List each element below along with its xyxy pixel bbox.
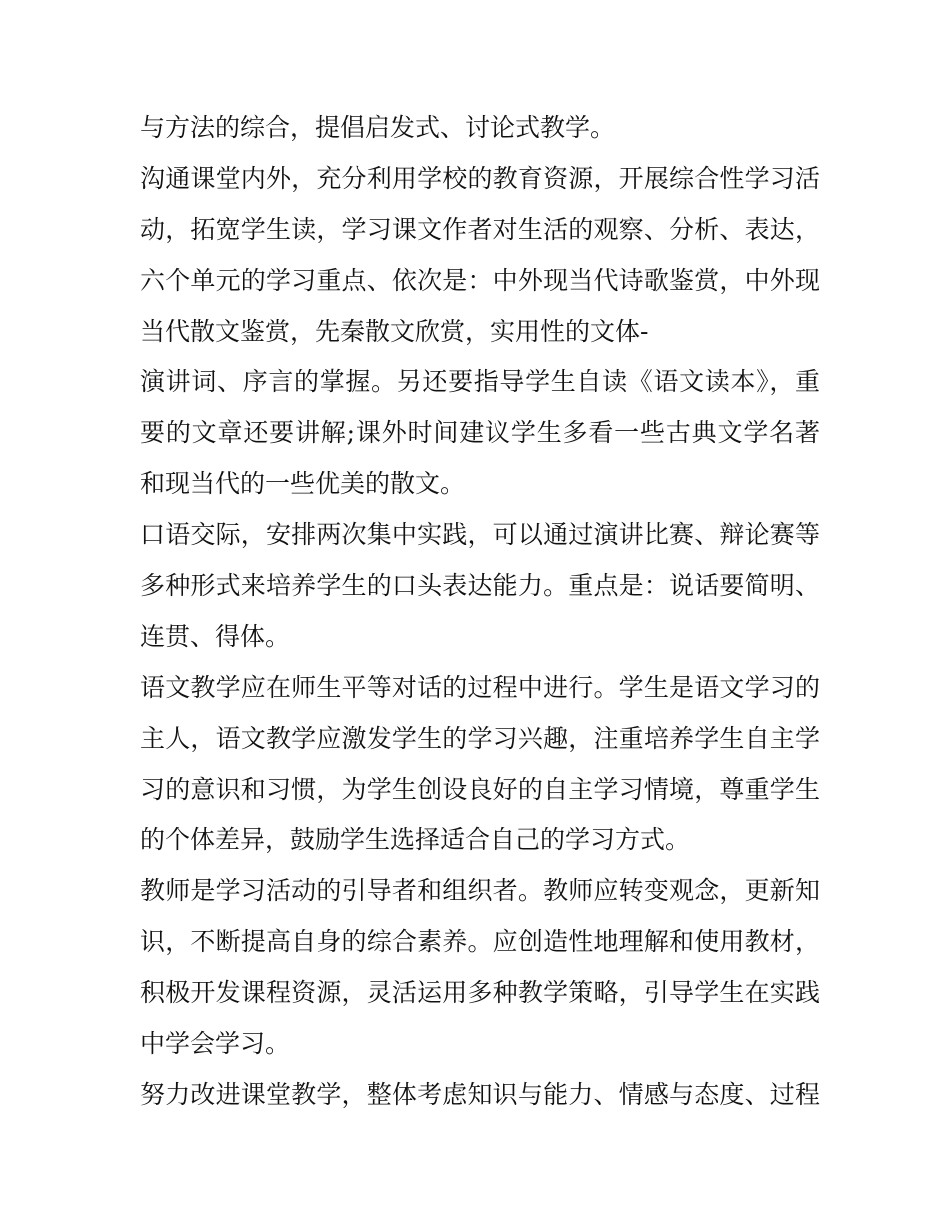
text-line: 教师是学习活动的引导者和组织者。教师应转变观念，更新知 [140, 876, 820, 906]
text-line: 语文教学应在师生平等对话的过程中进行。学生是语文学习的 [140, 672, 820, 702]
text-line: 口语交际，安排两次集中实践，可以通过演讲比赛、辩论赛等 [140, 520, 820, 550]
text-line: 识，不断提高自身的综合素养。应创造性地理解和使用教材， [140, 927, 820, 957]
text-line: 要的文章还要讲解;课外时间建议学生多看一些古典文学名著 [140, 418, 820, 448]
text-line: 连贯、得体。 [140, 621, 291, 651]
text-line: 习的意识和习惯，为学生创设良好的自主学习情境，尊重学生 [140, 774, 820, 804]
text-line: 积极开发课程资源，灵活运用多种教学策略，引导学生在实践 [140, 978, 820, 1008]
text-line: 当代散文鉴赏，先秦散文欣赏，实用性的文体- [140, 316, 649, 346]
text-line: 主人，语文教学应激发学生的学习兴趣，注重培养学生自主学 [140, 723, 820, 753]
text-line: 的个体差异，鼓励学生选择适合自己的学习方式。 [140, 825, 691, 855]
text-line: 中学会学习。 [140, 1029, 291, 1059]
text-line: 与方法的综合，提倡启发式、讨论式教学。 [140, 113, 616, 142]
text-line: 动，拓宽学生读，学习课文作者对生活的观察、分析、表达， [140, 214, 820, 244]
text-line: 演讲词、序言的掌握。另还要指导学生自读《语文读本》，重 [140, 367, 820, 397]
text-line: 沟通课堂内外，充分利用学校的教育资源，开展综合性学习活 [140, 163, 820, 193]
text-line: 和现当代的一些优美的散文。 [140, 469, 466, 499]
text-line: 六个单元的学习重点、依次是：中外现当代诗歌鉴赏，中外现 [140, 265, 820, 295]
text-line: 努力改进课堂教学，整体考虑知识与能力、情感与态度、过程 [140, 1079, 820, 1109]
document-body [140, 103, 820, 1121]
text-line: 多种形式来培养学生的口头表达能力。重点是：说话要简明、 [140, 571, 820, 601]
